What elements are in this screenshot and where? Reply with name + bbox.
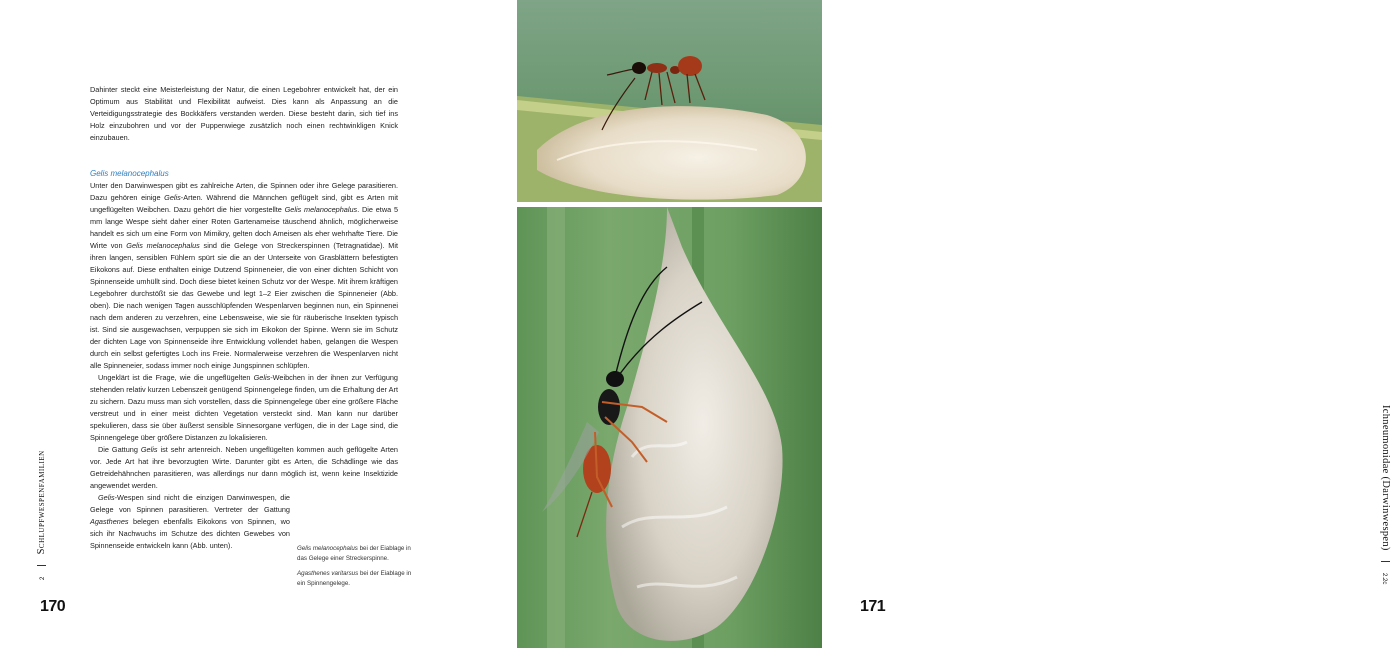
running-head-right: [1380, 405, 1391, 584]
p4-em-b: Agasthenes: [90, 517, 129, 526]
paragraph-3: [90, 444, 398, 492]
running-head-title-right: Ichneumonidae (Darwinwespen): [1380, 405, 1391, 551]
captions: [297, 544, 413, 594]
p2-text-b: -Weibchen in der ihnen zur Verfügung stehenden relativ kurzen Lebenszeit genügend Spinnengelege finden, um die Erhaltung der Art zu sichern. Dazu muss man sich vorstellen, dass die Spinnengelege über eine größere Fläche verstreut und in einer meist dichten Vegetation versteckt sind. Man kann nur darüber spekulieren, dass sie über äußerst sensible Sinnesorgane verfügen, die in der Lage sind, die Spinnengelege über größere Distanzen zu lokalisieren.: [90, 373, 398, 442]
p4-em-a: Gelis: [98, 493, 115, 502]
page-number-left: 170: [40, 598, 66, 615]
left-page: [0, 0, 515, 648]
chapter-number-left: 2: [40, 576, 46, 580]
caption-top-species: Gelis melanocephalus: [297, 545, 358, 552]
p3-em-a: Gelis: [140, 445, 158, 454]
p2-em-a: Gelis: [253, 373, 271, 382]
p1-em-a: Gelis: [164, 193, 181, 202]
photo-gelis: [517, 0, 822, 202]
paragraph-2: [90, 372, 398, 444]
photo-agasthenes: [517, 207, 822, 648]
p1-text-a: Unter den Darwinwespen gibt es zahlreiche Arten, die Spinnen oder ihre Gelege parasitieren. Dazu gehören einige: [90, 181, 398, 202]
caption-bottom-text: bei der Eiablage in ein Spinnengelege.: [297, 570, 412, 587]
running-head-left: [36, 450, 47, 580]
p3-text-b: ist sehr artenreich. Neben ungeflügelten kommen auch geflügelte Arten vor. Jede Art hat ihre bevorzugten Wirte. Darunter gibt es Arten, die Schädlinge wie das Getreidehähnchen parasitieren, was allerdings nur dann möglich ist, wenn keine Insektizide angewendet werden.: [90, 445, 398, 490]
running-head-divider-right: [1381, 561, 1390, 562]
running-head-title-left: Schlupfwespenfamilien: [36, 450, 47, 555]
right-page: [515, 0, 1391, 648]
p1-text-d: sind die Gelege von Streckerspinnen (Tetragnatidae). Mit ihren langen, sensiblen Fühlern spürt sie die an der Unterseite von Grasblättern befestigten Eikokons auf. Diese enthalten einige Dutzend Spinneneier, die von einer dichten Schicht von Spinnenseide umhüllt sind. Doch diese bietet keinen Schutz vor der Wespe. Mit ihrem kräftigen Legebohrer durchstößt sie das Gewebe und legt 1–2 Eier zwischen die Spinneneier (Abb. oben). Die nach wenigen Tagen ausschlüpfenden Wespenlarven beginnen nun, ein Spinnenei nach dem anderen zu verzehren, eine Lebensweise, wie sie für räuberische Insekten typisch ist. Sind sie ausgewachsen, verpuppen sie sich im Eikokon der Spinne. Wenn sie im Schutz der dichten Lage von Spinnenseide ihre Entwicklung vollendet haben, gelangen die Wespen durch ein selbst gefertigtes Loch ins Freie. Normalerweise verzehren die Wespenlarven nicht alle Spinneneier, sodass immer noch einige Jungspinnen schlüpfen.: [90, 241, 398, 370]
p1-em-c: Gelis melanocephalus: [126, 241, 200, 250]
section-gelis: [90, 168, 398, 552]
paragraph-1: [90, 180, 398, 372]
p2-text-a: Ungeklärt ist die Frage, wie die ungeflügelten: [98, 373, 254, 382]
caption-top-text: bei der Eiablage in das Gelege einer Streckerspinne.: [297, 545, 411, 562]
p4-text-a: -Wespen sind nicht die einzigen Darwinwespen, die Gelege von Spinnen parasitieren. Vertreter der Gattung: [90, 493, 290, 514]
p1-text-b: -Arten. Während die Männchen geflügelt sind, gibt es Arten mit ungeflügelten Weibchen. Dazu gehört die hier vorgestellte: [90, 193, 398, 214]
page-number-right: 171: [860, 598, 886, 615]
p4-text-b: belegen ebenfalls Eikokons von Spinnen, wo sich ihr Nachwuchs im Schutze des dichten Gewebes von Spinnenseide entwickeln kann (Abb. unten).: [90, 517, 290, 550]
running-head-divider: [37, 565, 46, 566]
photo-gelis-illustration: [517, 0, 822, 202]
chapter-number-right: 2.2c: [1381, 572, 1387, 585]
p1-em-b: Gelis melanocephalus: [284, 205, 358, 214]
p3-text-a: Die Gattung: [98, 445, 141, 454]
intro-paragraph: [90, 84, 398, 144]
paragraph-4: [90, 492, 290, 552]
p1-text-c: . Die etwa 5 mm lange Wespe sieht daher einer Roten Gartenameise täuschend ähnlich, möglicherweise handelt es sich um eine Form von Mimikry, gelten doch Ameisen als eher wehrhafte Tiere. Die Wirte von: [90, 205, 398, 250]
caption-bottom-species: Agasthenes varitarsus: [297, 570, 359, 577]
caption-top: [297, 544, 413, 563]
section-heading: Gelis melanocephalus: [90, 169, 169, 178]
intro-text: Dahinter steckt eine Meisterleistung der Natur, die einen Legebohrer entwickelt hat, der ein Optimum aus Stabilität und Flexibilität aufweist. Dies kann als Anpassung an die Verteidigungsstrategie des Bockkäfers verstanden werden. Diese besteht darin, sich tief ins Holz einzubohren und vor der Puppenwiege zusätzlich noch einen rechtwinkligen Knick einzubauen.: [90, 85, 398, 142]
photo-agasthenes-illustration: [517, 207, 822, 648]
caption-bottom: [297, 569, 413, 588]
